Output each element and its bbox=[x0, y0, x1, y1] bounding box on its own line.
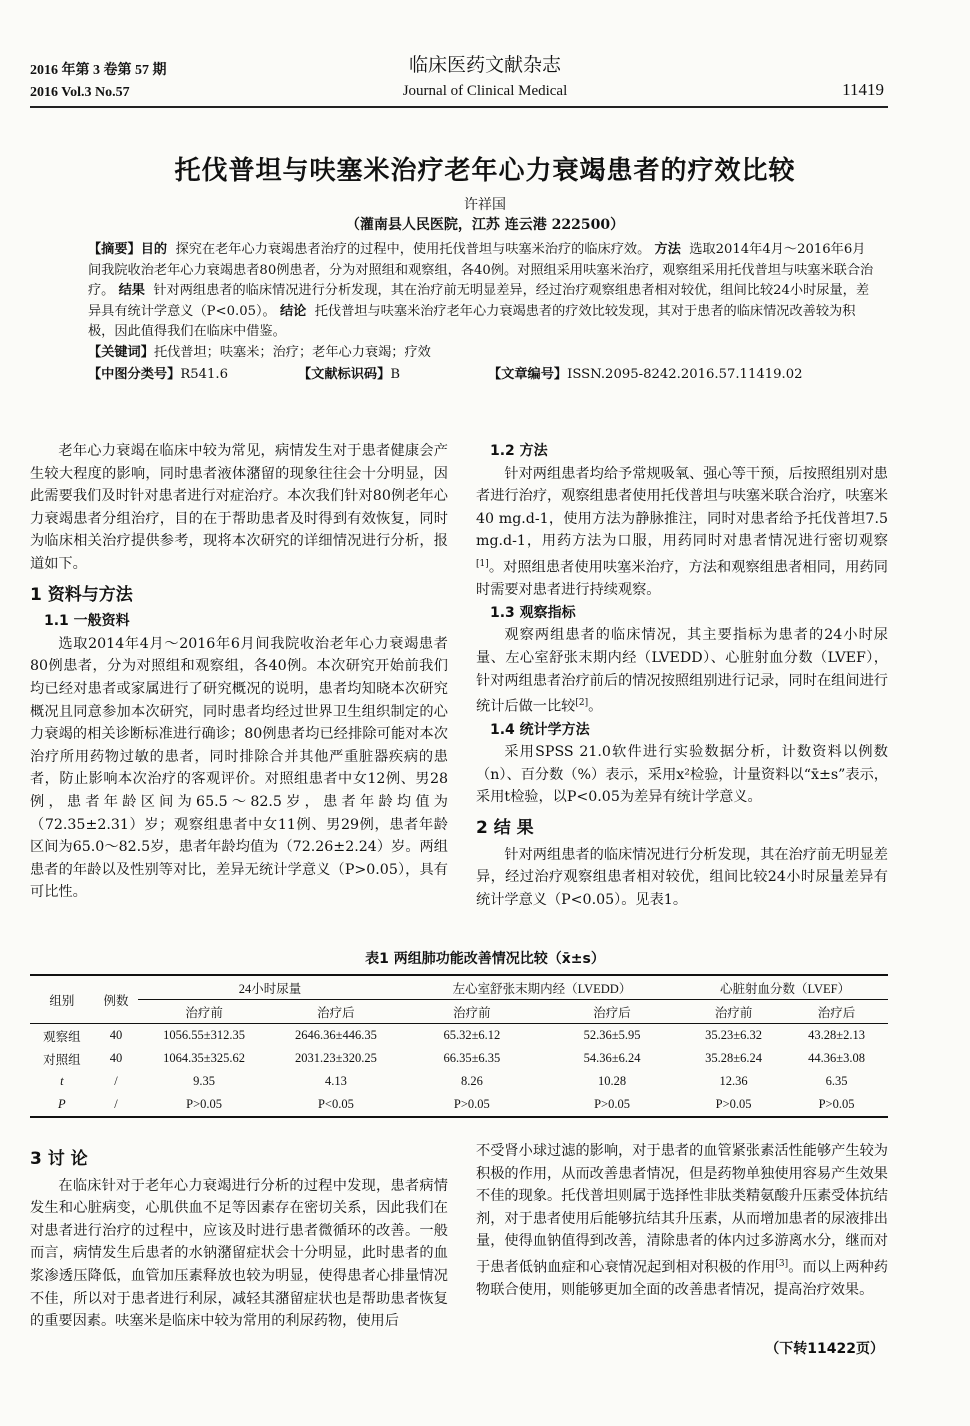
table-cell: P>0.05 bbox=[402, 1093, 542, 1117]
table-cell: 10.28 bbox=[598, 1074, 627, 1088]
abstract-label: 【摘要】 bbox=[88, 242, 141, 257]
issue-cn: 2016 年第 3 卷第 57 期 bbox=[30, 63, 167, 78]
journal-name bbox=[0, 52, 970, 104]
sub-before: 治疗前 bbox=[138, 1000, 270, 1024]
table-cell: P>0.05 bbox=[785, 1093, 888, 1117]
doc-code-value: B bbox=[390, 367, 401, 382]
table-cell: 43.28±2.13 bbox=[808, 1028, 865, 1042]
table-cell: 9.35 bbox=[193, 1074, 216, 1088]
sub-after: 治疗后 bbox=[785, 1000, 888, 1024]
abstract-method: 选取2014年4月～2016年6月间我院收治老年心力衰竭患者80例患者，分为对照组和观察组，各40例。对照组采用呋塞米治疗，观察组采用托伐普坦与呋塞米联合治疗。 bbox=[88, 242, 874, 298]
section-1-3-heading: 1.3 观察指标 bbox=[490, 604, 576, 621]
conclusion-label: 结论 bbox=[279, 303, 307, 319]
table-cell: 54.36±6.24 bbox=[583, 1051, 641, 1065]
table-cell: P>0.05 bbox=[542, 1093, 682, 1117]
results-table bbox=[30, 974, 888, 1118]
row-label: 观察组 bbox=[43, 1029, 81, 1044]
discussion-left-column bbox=[30, 1140, 448, 1333]
row-n: 40 bbox=[109, 1028, 123, 1042]
classification-line bbox=[88, 365, 878, 386]
section-3-text-continued: 不受肾小球过滤的影响，对于患者的血管紧张素活性能够产生较为积极的作用，从而改善患者情况，但是药物单独使用容易产生效果不佳的现象。托伐普坦则属于选择性非肽类精氨酸升压素受体抗结剂，对于患者使用后能够抗结其升压素，从而增加患者的尿液排出量，使得血钠值得到改善，清除患者的体内过多游离水分，继而对于患者低钠血症和心衰情况起到相对积极的作用[3]。而以上两种药物联合使用，则能够更加全面的改善患者情况，提高治疗效果。 bbox=[476, 1143, 888, 1299]
issue-en: 2016 Vol.3 No.57 bbox=[30, 85, 130, 100]
row-n: / bbox=[94, 1093, 139, 1117]
clc-value: R541.6 bbox=[180, 367, 228, 382]
table-cell: P>0.05 bbox=[682, 1093, 785, 1117]
abstract bbox=[88, 240, 878, 386]
table-row bbox=[30, 1093, 888, 1117]
section-1-heading: 1 资料与方法 bbox=[30, 584, 133, 605]
clc-label: 【中图分类号】 bbox=[88, 367, 181, 382]
doc-code-label: 【文献标识码】 bbox=[298, 367, 391, 382]
table-cell: P>0.05 bbox=[138, 1093, 270, 1117]
article-title: 托伐普坦与呋塞米治疗老年心力衰竭患者的疗效比较 bbox=[174, 156, 796, 186]
col-lvedd-header: 左心室舒张末期内经（LVEDD） bbox=[402, 975, 682, 1000]
sub-before: 治疗前 bbox=[682, 1000, 785, 1024]
section-1-4-text: 采用SPSS 21.0软件进行实验数据分析，计数资料以例数（n）、百分数（%）表示，采用x²检验，计量资料以“x̄±s”表示，采用t检验，以P<0.05为差异有统计学意义。 bbox=[476, 744, 888, 806]
result-label: 结果 bbox=[118, 283, 145, 298]
article-no-label: 【文章编号】 bbox=[488, 367, 568, 382]
section-1-2-text: 针对两组患者均给予常规吸氧、强心等干预，后按照组别对患者进行治疗，观察组患者使用托伐普坦与呋塞米联合治疗，呋塞米40 mg.d-1，使用方法为静脉推注，同时对患者给予托伐普坦7.5 mg.d-1，用药方法为口服，用药同时对患者情况进行密切观察[1]。对照组患者使用呋塞米治疗，方法和观察组患者相同，用药同时需要对患者进行持续观察。 bbox=[476, 465, 888, 599]
ref-1: [1] bbox=[476, 558, 489, 569]
article-affiliation: （灌南县人民医院，江苏 连云港 222500） bbox=[345, 217, 625, 233]
intro-paragraph: 老年心力衰竭在临床中较为常见，病情发生对于患者健康会产生较大程度的影响，同时患者液体潴留的现象往往会十分明显，因此需要我们及时针对患者进行对症治疗。本次我们针对80例老年心力衰竭患者分组治疗，目的在于帮助患者及时得到有效恢复，同时为临床相关治疗提供参考，现将本次研究的详细情况进行分析，报道如下。 bbox=[30, 443, 448, 572]
sub-before: 治疗前 bbox=[402, 1000, 542, 1024]
section-1-1-heading: 1.1 一般资料 bbox=[44, 613, 130, 630]
ref-3: [3] bbox=[775, 1258, 789, 1269]
abstract-result: 针对两组患者的临床情况进行分析发现，其在治疗前无明显差异，经过治疗观察组患者相对较优，组间比较24小时尿量，差异具有统计学意义（P<0.05）。 bbox=[88, 283, 870, 319]
table-cell: 44.36±3.08 bbox=[808, 1051, 865, 1065]
sub-after: 治疗后 bbox=[542, 1000, 682, 1024]
table-row bbox=[30, 1070, 888, 1093]
col-lvef-header: 心脏射血分数（LVEF） bbox=[682, 975, 888, 1000]
section-2-text: 针对两组患者的临床情况进行分析发现，其在治疗前无明显差异，经过治疗观察组患者相对较优，组间比较24小时尿量差异有统计学意义（P<0.05）。见表1。 bbox=[476, 846, 888, 908]
table-row bbox=[30, 1024, 888, 1048]
col-urine-header: 24小时尿量 bbox=[138, 975, 402, 1000]
table-cell: 52.36±5.95 bbox=[583, 1028, 641, 1042]
table-cell: 65.32±6.12 bbox=[443, 1028, 501, 1042]
keywords-label: 【关键词】 bbox=[88, 344, 154, 360]
table-cell: 8.26 bbox=[460, 1074, 483, 1088]
table-cell: P<0.05 bbox=[270, 1093, 402, 1117]
method-label: 方法 bbox=[654, 242, 681, 257]
header-rule bbox=[30, 106, 888, 108]
table-cell: 1064.35±325.62 bbox=[163, 1051, 246, 1065]
table-cell: 2646.36±446.35 bbox=[294, 1028, 377, 1042]
table-cell: 2031.23±320.25 bbox=[294, 1051, 377, 1065]
section-1-4-heading: 1.4 统计学方法 bbox=[490, 721, 590, 738]
journal-en: Journal of Clinical Medical bbox=[402, 83, 568, 99]
row-label: t bbox=[60, 1074, 64, 1088]
section-1-1-text: 选取2014年4月～2016年6月间我院收治老年心力衰竭患者80例患者，分为对照组和观察组，各40例。本次研究开始前我们均已经对患者或家属进行了研究概况的说明，患者均知晓本次研究概况且同意参加本次研究，同时患者均经过世界卫生组织制定的心力衰竭的相关诊断标准进行确诊；80例患者均已经排除可能对本次治疗所用药物过敏的患者，同时排除合并其他严重脏器疾病的患者，防止影响本次治疗的客观评价。对照组患者中女12例、男28例，患者年龄区间为65.5～82.5岁，患者年龄均值为（72.35±2.31）岁；观察组患者中女11例、男29例，患者年龄区间为65.0～82.5岁，患者年龄均值为（72.26±2.24）岁。两组患者的年龄以及性别等对比，差异无统计学意义（P>0.05），具有可比性。 bbox=[30, 635, 448, 901]
keywords: 托伐普坦；呋塞米；治疗；老年心力衰竭；疗效 bbox=[153, 344, 431, 360]
table-cell: 4.13 bbox=[324, 1074, 347, 1088]
row-label: P bbox=[30, 1093, 94, 1117]
col-group-header: 组别 bbox=[30, 975, 94, 1024]
ref-2: [2] bbox=[575, 698, 589, 709]
section-2-heading: 2 结 果 bbox=[476, 817, 534, 838]
section-3-heading: 3 讨 论 bbox=[30, 1149, 88, 1169]
journal-cn: 临床医药文献杂志 bbox=[408, 54, 561, 76]
section-1-2-heading: 1.2 方法 bbox=[490, 443, 548, 459]
table-cell: 12.36 bbox=[719, 1074, 748, 1088]
row-n: 40 bbox=[109, 1051, 123, 1065]
section-3-text: 在临床针对于老年心力衰竭进行分析的过程中发现，患者病情发生和心脏病变，心肌供血不足等因素存在密切关系，因此我们在对患者进行治疗的过程中，应该及时进行患者微循环的改善。一般而言，病情发生后患者的水钠潴留症状会十分明显，此时患者的血浆渗透压降低，血管加压素释放也较为明显，使得患者心排量情况不佳，所以对于患者进行利尿，减轻其潴留症状也是帮助患者恢复的重要因素。呋塞米是临床中较为常用的利尿药物，使用后 bbox=[30, 1177, 448, 1330]
row-label: 对照组 bbox=[43, 1052, 81, 1067]
body-left-column bbox=[30, 440, 448, 904]
abstract-purpose: 探究在老年心力衰竭患者治疗的过程中，使用托伐普坦与呋塞米治疗的临床疗效。 bbox=[175, 242, 651, 257]
table-caption: 表1 两组肺功能改善情况比较（x̄±s） bbox=[365, 951, 605, 967]
article-no-value: ISSN.2095-8242.2016.57.11419.02 bbox=[567, 367, 803, 382]
table-row bbox=[30, 1047, 888, 1070]
page-number: 11419 bbox=[842, 80, 884, 99]
table-cell: 1056.55±312.35 bbox=[163, 1028, 246, 1042]
row-n: / bbox=[114, 1074, 118, 1088]
abstract-conclusion: 托伐普坦与呋塞米治疗老年心力衰竭患者的疗效比较发现，其对于患者的临床情况改善较为积极，因此值得我们在临床中借鉴。 bbox=[88, 303, 856, 339]
purpose-label: 目的 bbox=[140, 242, 168, 257]
sub-after: 治疗后 bbox=[270, 1000, 402, 1024]
continued-note: （下转11422页） bbox=[765, 1341, 884, 1357]
table-cell: 35.23±6.32 bbox=[705, 1028, 763, 1042]
section-1-3-text: 观察两组患者的临床情况，其主要指标为患者的24小时尿量、左心室舒张末期内经（LVEDD）、心脏射血分数（LVEF），针对两组患者治疗前后的情况按照组别进行记录，同时在组间进行统计后做一比较[2]。 bbox=[476, 627, 888, 715]
body-right-column bbox=[476, 440, 888, 911]
col-cases-header: 例数 bbox=[94, 975, 139, 1024]
table-cell: 66.35±6.35 bbox=[443, 1051, 501, 1065]
article-author: 许祥国 bbox=[464, 197, 506, 213]
table-cell: 6.35 bbox=[825, 1074, 848, 1088]
table-cell: 35.28±6.24 bbox=[705, 1051, 763, 1065]
discussion-right-column bbox=[476, 1140, 888, 1302]
